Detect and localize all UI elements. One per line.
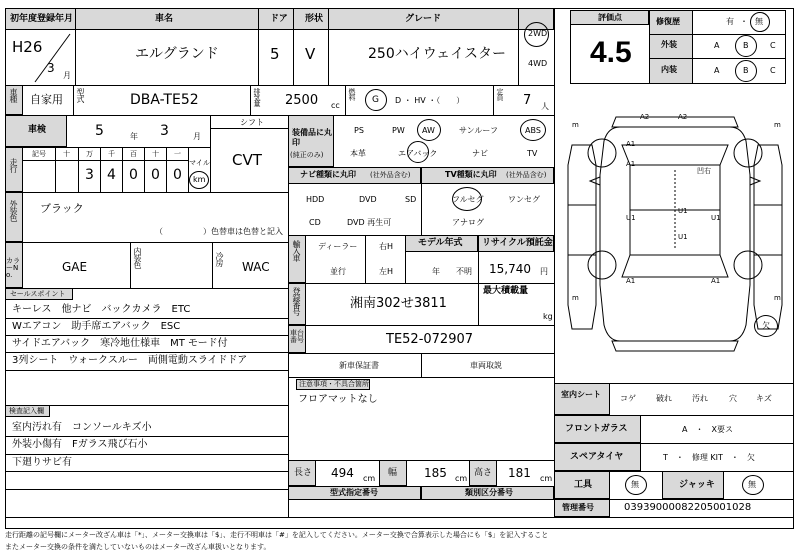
divider <box>55 147 56 192</box>
equip-sub: (純正のみ) <box>290 151 324 159</box>
svg-text:m: m <box>774 121 781 129</box>
car-diagram <box>560 105 790 375</box>
jack-label: ジャッキ <box>679 480 715 490</box>
inspect-line-1: 室内汚れ有 コンソールキズ小 <box>12 422 152 433</box>
equip-leather: 本革 <box>350 149 366 158</box>
mileage-label: 走行 <box>9 158 18 172</box>
divider <box>5 192 288 193</box>
sales-title: セールスポイント <box>10 290 66 298</box>
capacity-label: 定員 <box>496 88 504 100</box>
svg-text:m: m <box>572 121 579 129</box>
divider <box>288 377 554 378</box>
grade-label: グレード <box>405 14 442 24</box>
seat-opt-2: 汚れ <box>692 394 708 403</box>
navi-dvd-play: DVD 再生可 <box>347 218 392 227</box>
model-year-unknown: 不明 <box>456 267 472 276</box>
navi-cd: CD <box>309 218 321 227</box>
mark-a1-left-1: A1 <box>626 140 636 148</box>
mark-a1-left-2: A1 <box>626 160 636 168</box>
glass-label: フロントガラス <box>565 424 628 434</box>
import-rh: 右H <box>379 242 394 251</box>
equip-aw: AW <box>422 126 435 135</box>
seat-opt-4: キズ <box>756 394 772 403</box>
divider <box>288 325 554 326</box>
usage-value: 自家用 <box>30 93 63 106</box>
divider <box>210 128 288 129</box>
usage-label: 車種 <box>9 88 18 102</box>
fuel-label: 燃料 <box>348 88 356 100</box>
seat-opt-3: 穴 <box>729 394 737 403</box>
seat-opt-0: コゲ <box>620 394 636 403</box>
spare-value: T ・ 修理 KIT ・ 欠 <box>663 453 755 462</box>
svg-text:m: m <box>572 294 579 302</box>
mileage-col-3: 百 <box>130 150 137 158</box>
door-value: 5 <box>270 45 280 63</box>
divider <box>5 242 288 243</box>
repair-no: 無 <box>755 17 763 26</box>
footer-line-2: またメーター交換の条件を満たしていないものはメーター改ざん車扱いとなります。 <box>5 543 271 551</box>
tv-fullseg: フルセグ <box>452 195 484 204</box>
ext-a: A <box>714 41 720 50</box>
mark-a2-front-right: A2 <box>678 113 688 121</box>
mileage-col-0: 十 <box>63 150 70 158</box>
divider <box>250 85 251 115</box>
notes-title: 注意事項・不具合箇所 <box>299 380 369 388</box>
car-name-label: 車名 <box>155 14 174 24</box>
shape-value: V <box>305 45 316 63</box>
typeno-label: 型式指定番号 <box>330 488 378 497</box>
tool-value: 無 <box>631 480 639 489</box>
divider <box>518 8 519 85</box>
int-a: A <box>714 66 720 75</box>
divider <box>122 147 123 192</box>
sales-line-4: 3列シート ウォークスルー 両側電動スライドドア <box>12 355 248 366</box>
divider <box>212 242 213 288</box>
navi-dvd: DVD <box>359 195 377 204</box>
reg-value: 湘南302せ3811 <box>350 296 447 311</box>
colorno-value: GAE <box>62 260 88 274</box>
disp-unit: cc <box>331 101 340 110</box>
load-label: 最大積載量 <box>483 286 529 296</box>
divider <box>365 235 366 283</box>
shift-value: CVT <box>232 151 262 169</box>
ext-c: C <box>770 41 776 50</box>
mark-a1-lower-right: A1 <box>711 277 721 285</box>
first-reg-label: 初年度登録年月 <box>10 14 74 24</box>
drive-4wd: 4WD <box>528 59 548 68</box>
tool-label: 工具 <box>574 480 593 490</box>
repair-yes: 有 <box>726 17 734 26</box>
shift-label: シフト <box>240 118 264 127</box>
fuel-g: G <box>372 95 379 105</box>
seat-opt-1: 破れ <box>656 394 672 403</box>
sales-line-3: サイドエアバック 寒冷地仕様車 MT モード付 <box>12 338 228 349</box>
colorno-label: カラーNo. <box>6 257 20 279</box>
divider <box>5 454 288 455</box>
divider <box>210 115 211 192</box>
ac-label: 冷房 <box>215 252 224 266</box>
wid-label: 幅 <box>388 468 398 478</box>
glass-value: A ・ X要ス <box>682 425 733 434</box>
capacity-unit: 人 <box>541 102 549 111</box>
equip-navi: ナビ <box>472 149 488 158</box>
mileage-col-4: 十 <box>152 150 159 158</box>
mileage-col-1: 万 <box>86 150 93 158</box>
ext-b: B <box>743 41 749 50</box>
inspect-line-2: 外装小傷有 Fガラス飛び石小 <box>12 439 148 450</box>
spare-label: スペアタイヤ <box>570 452 624 462</box>
disp-value: 2500 <box>285 93 319 108</box>
divider <box>144 147 145 192</box>
divider <box>5 115 554 116</box>
navi-sd: SD <box>405 195 417 204</box>
wid-unit: cm <box>455 474 468 483</box>
model-year-label: モデル年式 <box>418 238 463 248</box>
rating-label: 評価点 <box>598 13 622 22</box>
len-value: 494 <box>331 466 354 480</box>
mileage-col-5: 一 <box>174 150 181 158</box>
insp-label: 車検 <box>28 125 47 135</box>
divider <box>5 471 288 472</box>
mark-u1-center: U1 <box>678 207 688 215</box>
navi-title: ナビ種類に丸印 <box>300 170 356 179</box>
mark-u1-right: U1 <box>711 214 721 222</box>
reg-label: 登録番号 <box>292 287 301 315</box>
divider <box>5 517 794 518</box>
rating-value: 4.5 <box>590 36 632 69</box>
divider <box>100 147 101 192</box>
mark-a2-front-left: A2 <box>640 113 650 121</box>
equip-ps: PS <box>354 126 364 135</box>
first-reg-month: 3 <box>47 61 55 75</box>
interior-label: 内装色 <box>133 247 142 268</box>
tv-oneseg: ワンセグ <box>508 195 540 204</box>
model-value: DBA-TE52 <box>130 92 199 108</box>
mileage-digit-1: 3 <box>85 167 94 183</box>
mgmt-value: 03939000082205001028 <box>624 502 752 513</box>
mileage-mile: マイル <box>189 159 210 167</box>
divider <box>5 147 210 148</box>
divider <box>288 283 554 284</box>
divider <box>288 460 554 461</box>
wid-value: 185 <box>424 466 447 480</box>
insp-year: 5 <box>95 123 104 139</box>
color-label: 外装色 <box>9 200 18 221</box>
divider <box>258 8 259 85</box>
classno-label: 類別区分番号 <box>465 488 513 497</box>
divider <box>478 283 479 325</box>
mgmt-label: 管理番号 <box>562 503 594 512</box>
fuel-others: D ・ HV ・（ ） <box>395 96 465 105</box>
notes-text: フロアマットなし <box>298 394 378 405</box>
divider <box>5 318 288 319</box>
divider <box>75 8 76 85</box>
ac-value: WAC <box>242 260 270 274</box>
first-reg-month-unit: 月 <box>63 71 71 80</box>
recycle-unit: 円 <box>540 267 548 276</box>
mileage-digit-4: 0 <box>151 167 160 183</box>
tv-sub: (社外品含む) <box>506 171 547 179</box>
navi-sub: (社外品含む) <box>370 171 411 179</box>
footer-line-1: 走行距離の記号欄にメーター改ざん車は「*」、メーター交換車は「$」、走行不明車は「#」を記入してください。メーター交換で合算表示した場合にも「$」を記入すること <box>5 531 549 539</box>
divider <box>5 370 288 371</box>
disp-label: 排気量 <box>253 88 261 106</box>
first-reg-era: H26 <box>12 38 43 56</box>
warranty-doc: 新車保証書 <box>339 361 379 370</box>
len-unit: cm <box>363 474 376 483</box>
mark-dent-right: 凹右 <box>697 167 711 175</box>
divider <box>23 160 188 161</box>
divider <box>78 147 79 192</box>
sales-line-1: キーレス 他ナビ バックカメラ ETC <box>12 304 191 315</box>
model-year-unit: 年 <box>432 267 440 276</box>
jack-value: 無 <box>748 480 756 489</box>
capacity-value: 7 <box>523 93 532 108</box>
mileage-digit-3: 0 <box>129 167 138 183</box>
mark-a1-lower-left: A1 <box>626 277 636 285</box>
repair-label: 修復歴 <box>656 17 680 26</box>
navi-hdd: HDD <box>306 195 325 204</box>
divider <box>293 8 294 85</box>
ext-rating-label: 外装 <box>661 40 677 49</box>
equip-abs: ABS <box>525 126 541 135</box>
len-label: 長さ <box>294 468 313 478</box>
equip-airbag: エアバック <box>398 149 438 158</box>
mileage-digit-2: 4 <box>107 167 116 183</box>
color-note: （ ）色替車は色替と記入 <box>155 227 283 236</box>
equip-tv: TV <box>527 149 538 158</box>
import-lh: 左H <box>379 267 394 276</box>
divider <box>421 353 422 377</box>
divider <box>5 335 288 336</box>
inspect-title: 検査記入欄 <box>9 407 44 415</box>
mark-u1-left: U1 <box>626 214 636 222</box>
color-value: ブラック <box>40 202 84 215</box>
divider <box>188 147 189 192</box>
insp-month-unit: 月 <box>193 132 201 141</box>
chassis-value: TE52-072907 <box>386 332 474 347</box>
divider <box>5 436 288 437</box>
divider <box>130 242 131 288</box>
repair-dot: ・ <box>740 17 748 26</box>
divider <box>5 489 288 490</box>
divider <box>5 85 554 86</box>
divider <box>493 85 494 115</box>
divider <box>328 8 329 85</box>
insp-month: 3 <box>160 123 169 139</box>
grade-value: 250ハイウェイスター <box>368 46 507 62</box>
import-label: 輸入車 <box>292 240 301 261</box>
tv-title: TV種類に丸印 <box>445 170 497 179</box>
import-parallel: 並行 <box>330 267 346 276</box>
load-unit: kg <box>543 312 553 321</box>
equip-pw: PW <box>392 126 405 135</box>
equip-title: 装備品に丸印 <box>292 128 332 147</box>
int-rating-label: 内装 <box>661 65 677 74</box>
recycle-label: リサイクル預託金 <box>482 238 553 248</box>
hgt-label: 高さ <box>474 468 493 478</box>
divider <box>166 147 167 192</box>
recycle-value: 15,740 <box>489 262 531 276</box>
int-c: C <box>770 66 776 75</box>
int-b: B <box>743 66 749 75</box>
divider <box>421 167 422 235</box>
divider <box>5 352 288 353</box>
mark-missing: 欠 <box>762 321 770 330</box>
manual-doc: 車両取説 <box>470 361 502 370</box>
shape-label: 形状 <box>305 14 324 24</box>
divider <box>73 85 74 115</box>
insp-year-unit: 年 <box>130 132 138 141</box>
import-dealer: ディーラー <box>318 242 358 251</box>
sales-line-2: Wエアコン 助手席エアバック ESC <box>12 321 181 332</box>
divider <box>345 85 346 115</box>
mark-u1-center-2: U1 <box>678 233 688 241</box>
hgt-unit: cm <box>540 474 553 483</box>
model-label: 型式 <box>76 88 85 102</box>
svg-text:m: m <box>774 294 781 302</box>
seat-label: 室内シート <box>561 390 601 399</box>
tv-analog: アナログ <box>452 218 484 227</box>
mileage-digit-5: 0 <box>173 167 182 183</box>
inspect-line-3: 下廻りサビ有 <box>12 457 72 468</box>
mileage-col-2: 千 <box>108 150 115 158</box>
drive-2wd: 2WD <box>528 29 548 38</box>
chassis-label: 車台番号 <box>290 329 304 344</box>
mileage-mark-label: 記号 <box>32 150 46 158</box>
door-label: ドア <box>270 14 288 24</box>
mileage-km: km <box>193 175 206 184</box>
hgt-value: 181 <box>508 466 531 480</box>
equip-sunroof: サンルーフ <box>459 126 498 135</box>
car-name-value: エルグランド <box>135 46 219 62</box>
